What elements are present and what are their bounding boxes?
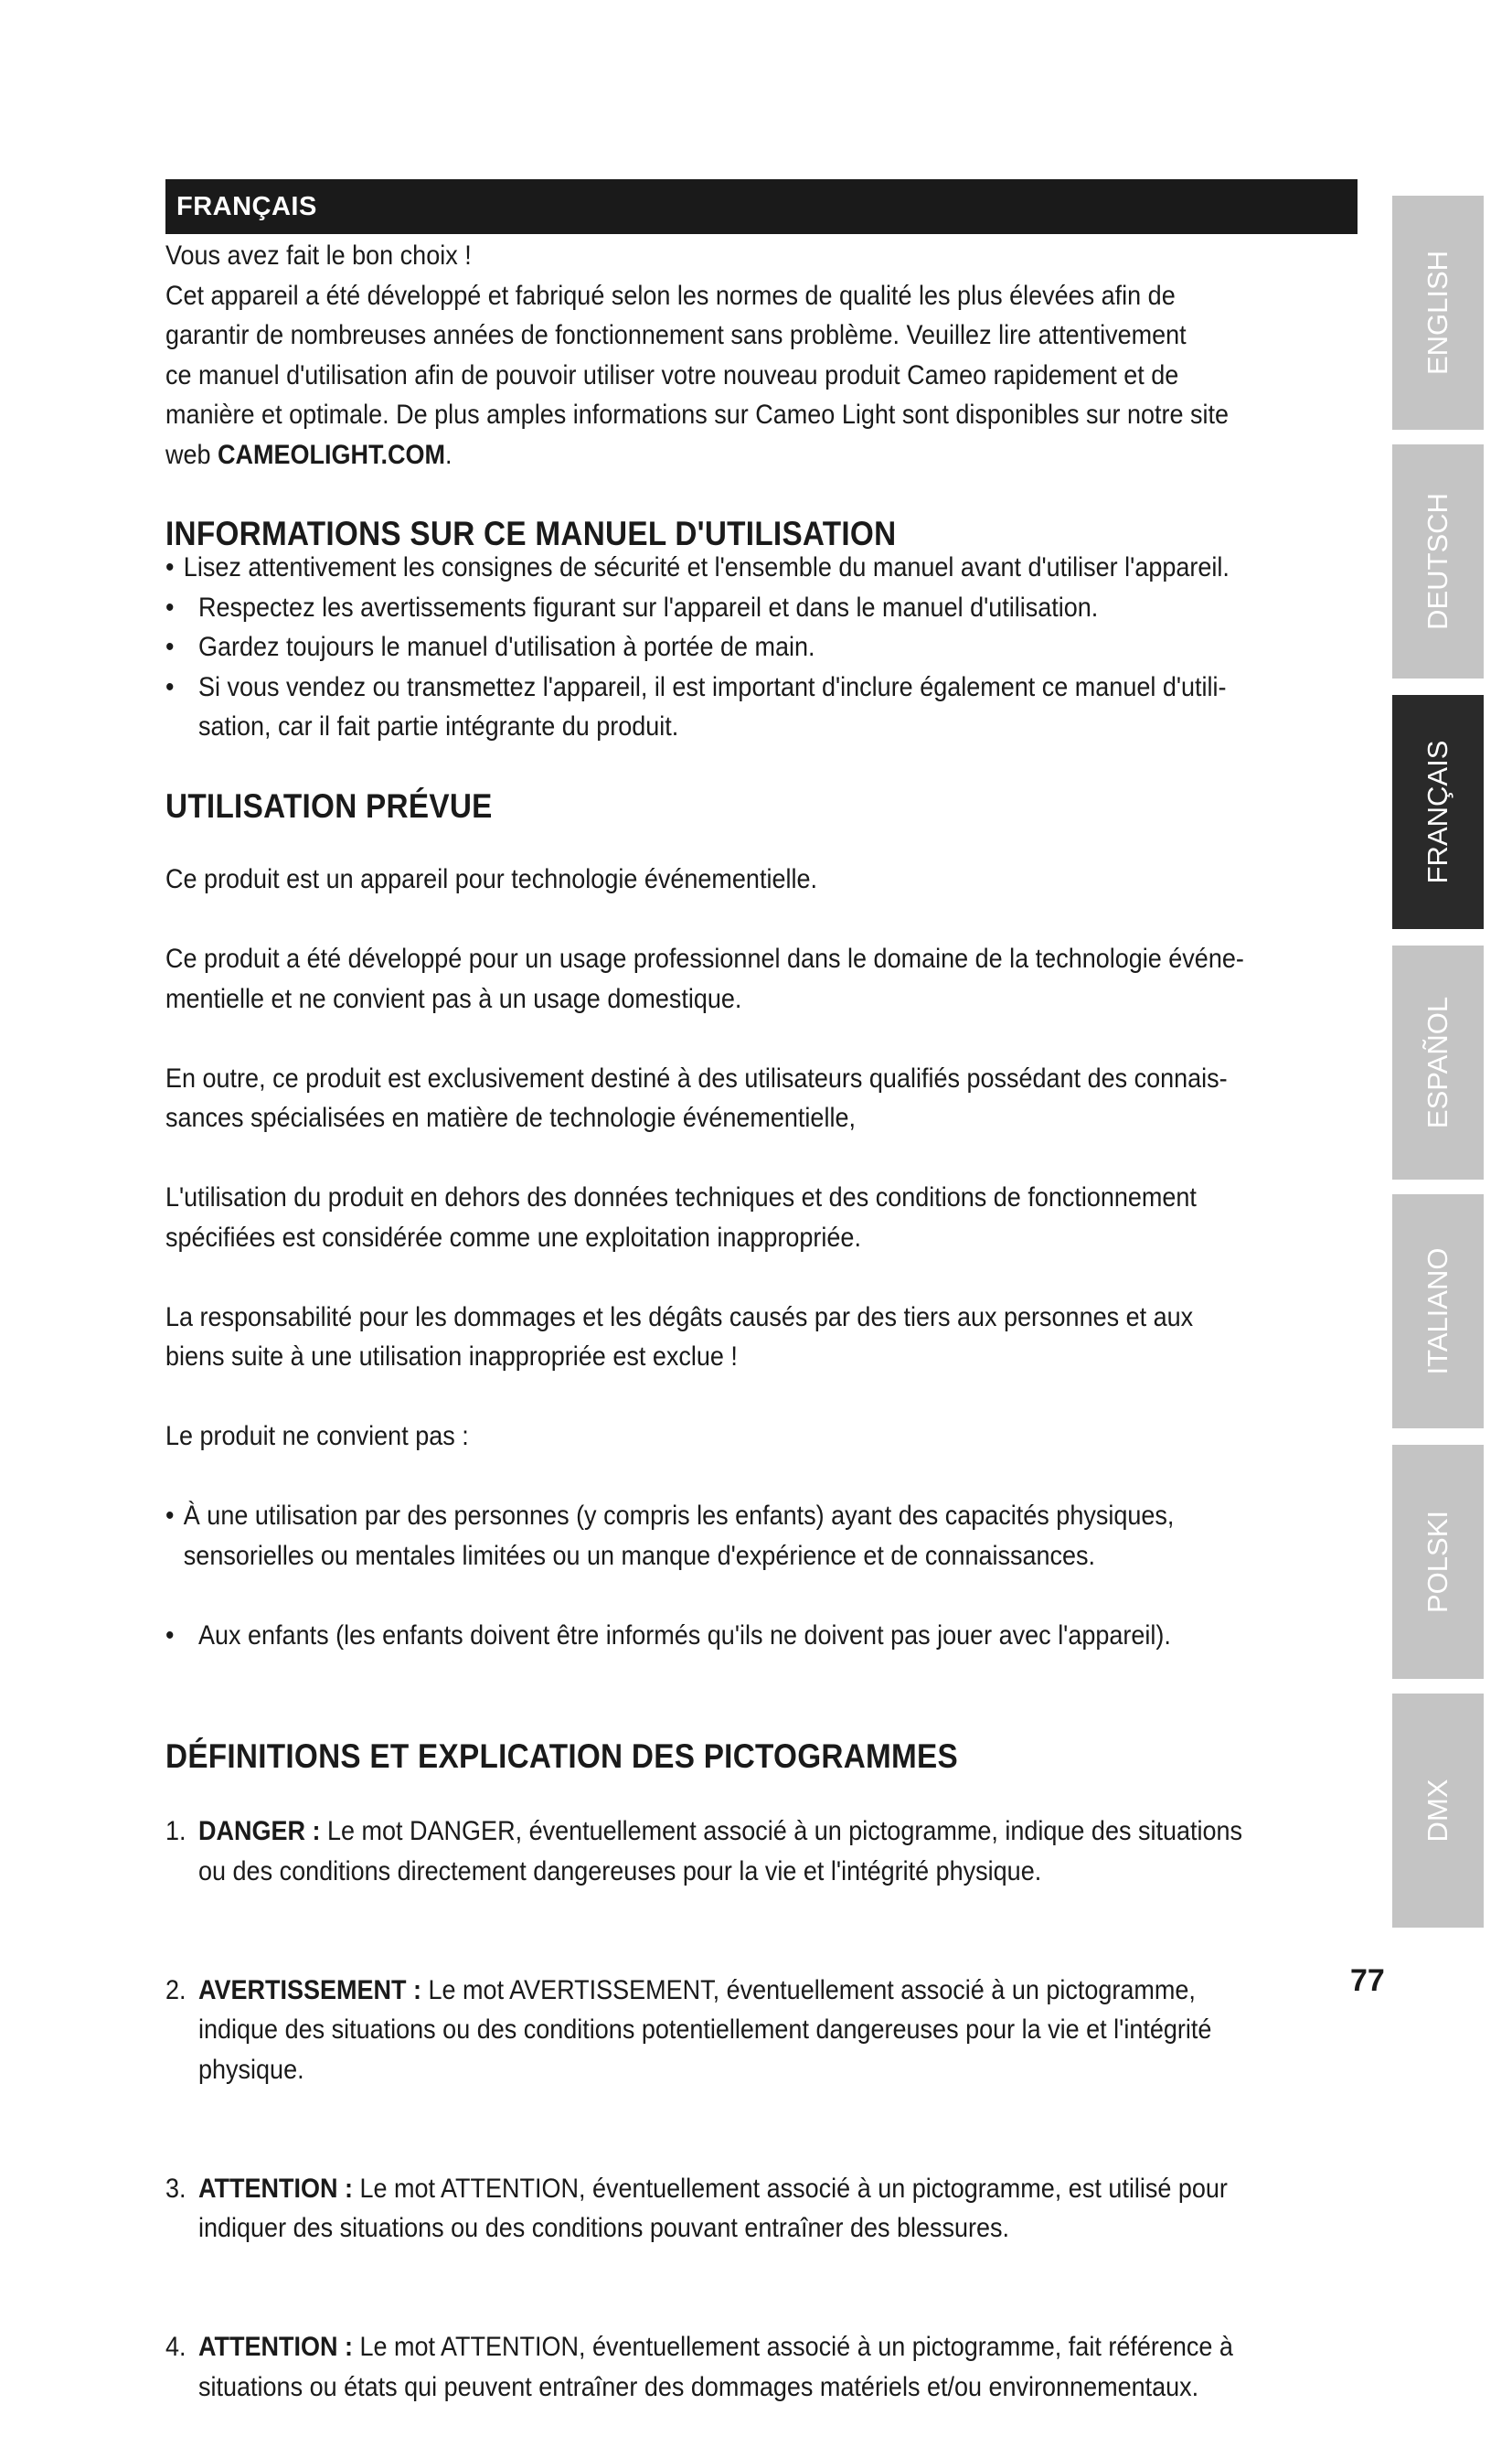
definition-item bbox=[165, 2169, 1355, 2249]
list-item-text: À une utilisation par des personnes (y compris les enfants) ayant des capacités physiques, sensorielles ou mentales limitées ou un manque d'expérience et de connaissances. bbox=[183, 1501, 1175, 1571]
definition-text: Le mot ATTENTION, éventuellement associé à un pictogramme, est utilisé pour indiquer des situations ou des conditions pouvant entraîner des blessures. bbox=[198, 2173, 1228, 2243]
definition-item bbox=[165, 1971, 1355, 2090]
tab-francais[interactable] bbox=[1392, 695, 1484, 929]
intended-use-paragraph: Ce produit est un appareil pour technologie événementielle. bbox=[165, 864, 817, 894]
intro-website-line bbox=[165, 435, 1355, 476]
item-number: 2. bbox=[165, 1974, 186, 2005]
list-item-text: Aux enfants (les enfants doivent être informés qu'ils ne doivent pas jouer avec l'appareil). bbox=[198, 1619, 1171, 1651]
list-item-text: Lisez attentivement les consignes de sécurité et l'ensemble du manuel avant d'utiliser l'appareil. bbox=[183, 552, 1230, 582]
definition-term: AVERTISSEMENT : bbox=[198, 1974, 422, 2005]
definition-text: Le mot ATTENTION, éventuellement associé à un pictogramme, fait référence à situations ou états qui peuvent entraîner des dommages matériels et/ou environnementaux. bbox=[198, 2332, 1233, 2402]
tab-italiano[interactable] bbox=[1392, 1194, 1484, 1428]
intended-use-text bbox=[165, 820, 1355, 1695]
tab-deutsch-label: DEUTSCH bbox=[1421, 493, 1453, 630]
intro-line-3: ce manuel d'utilisation afin de pouvoir utiliser votre nouveau produit Cameo rapidement et de bbox=[165, 359, 1179, 390]
item-number: 1. bbox=[165, 1816, 186, 1846]
bullet-icon: • bbox=[165, 1501, 175, 1531]
intro-line-1: Cet appareil a été développé et fabriqué selon les normes de qualité les plus élevées afin de bbox=[165, 280, 1176, 311]
bullet-icon: • bbox=[165, 592, 175, 623]
intended-use-paragraph: Ce produit a été développé pour un usage professionnel dans le domaine de la technologie événe- mentielle et ne convient pas à un usage domestique. bbox=[165, 944, 1244, 1014]
list-item bbox=[165, 588, 1355, 628]
web-prefix: web bbox=[165, 439, 218, 470]
definition-text: Le mot AVERTISSEMENT, éventuellement associé à un pictogramme, indique des situations ou des conditions potentiellement dangereuses pour la vie et l'intégrité physique. bbox=[198, 1974, 1212, 2085]
tab-english-label: ENGLISH bbox=[1421, 250, 1453, 376]
tab-espanol[interactable] bbox=[1392, 946, 1484, 1180]
list-item bbox=[165, 627, 1355, 668]
tab-dmx[interactable] bbox=[1392, 1694, 1484, 1928]
tab-francais-label: FRANÇAIS bbox=[1421, 740, 1453, 884]
intended-use-paragraph: En outre, ce produit est exclusivement destiné à des utilisateurs qualifiés possédant des connais- sances spécialisées en matière de technologie événementielle, bbox=[165, 1063, 1228, 1133]
list-item-text: Gardez toujours le manuel d'utilisation à portée de main. bbox=[198, 632, 815, 662]
intro-line-4: manière et optimale. De plus amples informations sur Cameo Light sont disponibles sur notre site bbox=[165, 400, 1230, 430]
section-title-manual-info: INFORMATIONS SUR CE MANUEL D'UTILISATION bbox=[165, 515, 897, 552]
page-number: 77 bbox=[1350, 1963, 1385, 1998]
intro bbox=[165, 236, 1355, 475]
item-number: 3. bbox=[165, 2173, 186, 2204]
bullet-icon: • bbox=[165, 1619, 175, 1651]
section-title-intended-use: UTILISATION PRÉVUE bbox=[165, 786, 493, 825]
list-item bbox=[165, 548, 1355, 588]
definition-item bbox=[165, 1811, 1355, 1891]
intended-use-paragraph: L'utilisation du produit en dehors des données techniques et des conditions de fonctionnement spécifiées est considérée comme une exploitation inappropriée. bbox=[165, 1182, 1197, 1253]
section-title-definitions: DÉFINITIONS ET EXPLICATION DES PICTOGRAMMES bbox=[165, 1736, 958, 1775]
bullet-icon: • bbox=[165, 552, 175, 582]
website-link[interactable]: CAMEOLIGHT.COM bbox=[218, 439, 446, 470]
item-number: 4. bbox=[165, 2332, 186, 2362]
definition-text: Le mot DANGER, éventuellement associé à un pictogramme, indique des situations ou des conditions directement dangereuses pour la vie et l'intégrité physique. bbox=[198, 1816, 1243, 1886]
tab-italiano-label: ITALIANO bbox=[1421, 1247, 1453, 1375]
definition-term: DANGER : bbox=[198, 1816, 321, 1846]
bullet-icon: • bbox=[165, 632, 175, 662]
tab-polski-label: POLSKI bbox=[1421, 1511, 1453, 1613]
tab-polski[interactable] bbox=[1392, 1445, 1484, 1679]
list-item-text: Si vous vendez ou transmettez l'appareil, il est important d'inclure également ce manuel d'utili- sation, car il fait partie intégrante du produit. bbox=[198, 671, 1227, 742]
language-header: FRANÇAIS bbox=[165, 179, 1358, 234]
definition-item bbox=[165, 2327, 1355, 2407]
bullet-icon: • bbox=[165, 671, 175, 702]
manual-info-list bbox=[165, 548, 1355, 747]
list-item bbox=[165, 1616, 1355, 1656]
intended-use-paragraph: Le produit ne convient pas : bbox=[165, 1421, 469, 1451]
tab-english[interactable] bbox=[1392, 196, 1484, 430]
definition-term: ATTENTION : bbox=[198, 2332, 353, 2362]
list-item bbox=[165, 1496, 1355, 1576]
intended-use-paragraph: La responsabilité pour les dommages et les dégâts causés par des tiers aux personnes et aux biens suite à une utilisation inappropriée est exclue ! bbox=[165, 1301, 1194, 1372]
intro-line-2: garantir de nombreuses années de fonctionnement sans problème. Veuillez lire attentivement bbox=[165, 320, 1187, 350]
web-suffix: . bbox=[445, 439, 453, 470]
definition-term: ATTENTION : bbox=[198, 2173, 353, 2204]
tab-dmx-label: DMX bbox=[1421, 1779, 1453, 1843]
definitions-list bbox=[165, 1772, 1355, 2447]
tab-deutsch[interactable] bbox=[1392, 444, 1484, 679]
tab-espanol-label: ESPAÑOL bbox=[1421, 996, 1453, 1129]
intro-greeting: Vous avez fait le bon choix ! bbox=[165, 240, 472, 271]
list-item bbox=[165, 668, 1355, 747]
page-content bbox=[165, 179, 1354, 2447]
list-item-text: Respectez les avertissements figurant sur l'appareil et dans le manuel d'utilisation. bbox=[198, 592, 1099, 623]
